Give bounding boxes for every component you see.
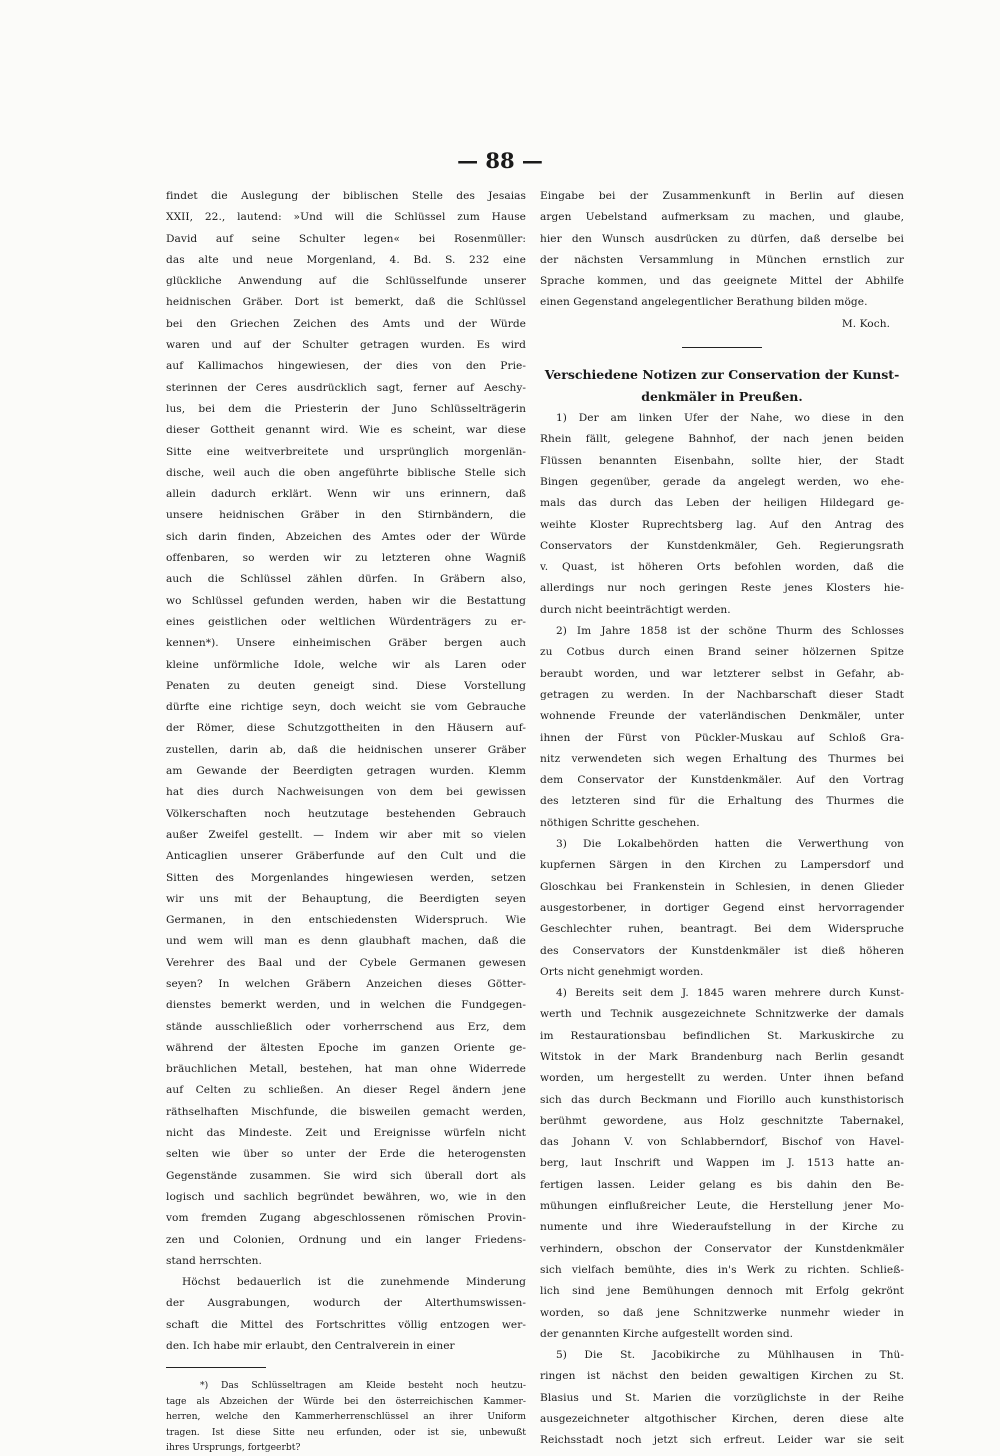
page-number: — 88 — (457, 148, 543, 173)
body-line: das Johann V. von Schlabberndorf, Bischof von Havel- (540, 1136, 904, 1149)
footnote-line: tragen. Ist diese Sitte neu erfunden, oder ist sie, unbewußt (166, 1426, 526, 1438)
body-line: Blasius und St. Marien die vorzüglichste in der Reihe (540, 1391, 904, 1404)
body-line: getragen zu werden. In der Nachbarschaft dieser Stadt (540, 688, 904, 701)
body-line: sich darin finden, Abzeichen des Amtes oder der Würde (166, 530, 526, 543)
body-line: außer Zweifel gestellt. — Indem wir aber mit so vielen (166, 828, 526, 841)
body-line: während der ältesten Epoche im ganzen Oriente ge- (166, 1041, 526, 1054)
body-line: 4) Bereits seit dem J. 1845 waren mehrere durch Kunst- (556, 987, 904, 1000)
right-column (540, 186, 904, 1452)
body-line: hat dies durch Nachweisungen von dem bei gewissen (166, 786, 526, 799)
body-line: numente und ihre Wiederaufstellung in der Kirche zu (540, 1221, 904, 1234)
body-line: das alte und neue Morgenland, 4. Bd. S. 232 eine (166, 253, 526, 266)
body-line: Germanen, in den entschiedensten Widerspruch. Wie (166, 914, 526, 927)
body-line: ausgestorbener, in dortiger Gegend einst hervorragender (540, 901, 904, 914)
body-line: v. Quast, ist höheren Orts befohlen worden, daß die (540, 561, 904, 574)
body-line: beraubt worden, und war letzterer selbst in Gefahr, ab- (540, 667, 904, 680)
body-line: nitz verwendeten sich wegen Erhaltung des Thurmes bei (540, 752, 904, 765)
body-line: 2) Im Jahre 1858 ist der schöne Thurm des Schlosses (556, 625, 904, 638)
body-line: eines geistlichen oder weltlichen Würdenträgers zu er- (166, 615, 526, 628)
body-line: bei den Griechen Zeichen des Amts und der Würde (166, 317, 526, 330)
body-line: dem Conservator der Kunstdenkmäler. Auf den Vortrag (540, 774, 904, 787)
body-line: worden, um hergestellt zu werden. Unter ihnen befand (540, 1072, 904, 1085)
body-line: der Römer, diese Schutzgottheiten in den Häusern auf- (166, 722, 526, 735)
body-line: den. Ich habe mir erlaubt, den Centralverein in einer (166, 1340, 455, 1353)
body-line: Geschlechter ruhen, beantragt. Bei dem Widerspruche (540, 923, 904, 936)
body-line: Reichsstadt noch jetzt sich erfreut. Leider war sie seit (540, 1434, 904, 1447)
body-line: XXII, 22., lautend: »Und will die Schlüssel zum Hause (166, 211, 526, 224)
body-line: dienstes bemerkt werden, und in welchen die Fundgegen- (166, 999, 526, 1012)
body-line: Anticaglien unserer Gräberfunde auf den Cult und die (166, 850, 526, 863)
body-line: durch nicht beeinträchtigt werden. (540, 603, 731, 616)
body-line: am Gewande der Beerdigten getragen wurden. Klemm (166, 765, 526, 778)
body-line: dürfte eine richtige seyn, doch weicht sie vom Gebrauche (166, 701, 526, 714)
body-line: im Restaurationsbau befindlichen St. Markuskirche zu (540, 1029, 904, 1042)
footnote-line: tage als Abzeichen der Würde bei den österreichischen Kammer- (166, 1395, 526, 1407)
body-line: schaft die Mittel des Fortschrittes völlig entzogen wer- (166, 1318, 526, 1331)
body-line: der Ausgrabungen, wodurch der Alterthumswissen- (166, 1297, 526, 1310)
body-line: argen Uebelstand aufmerksam zu machen, und glaube, (540, 211, 904, 224)
footnote-line: herren, welche den Kammerherrenschlüssel an ihrer Uniform (166, 1411, 526, 1423)
body-line: 5) Die St. Jacobikirche zu Mühlhausen in Thü- (556, 1349, 904, 1362)
body-line: zu Cotbus durch einen Brand seiner hölzernen Spitze (540, 646, 904, 659)
body-line: allerdings nur noch geringen Reste jenes Klosters hie- (540, 582, 904, 595)
body-line: Penaten zu deuten geneigt sind. Diese Vorstellung (166, 679, 526, 692)
body-line: stand herrschten. (166, 1254, 262, 1267)
body-line: heidnischen Gräber. Dort ist bemerkt, daß die Schlüssel (166, 296, 526, 309)
section-heading: Verschiedene Notizen zur Conservation der Kunst- (544, 367, 900, 383)
body-line: seyen? In welchen Gräbern Anzeichen dieses Götter- (166, 977, 526, 990)
body-line: auf Celten zu schließen. An dieser Regel ändern jene (166, 1084, 526, 1097)
body-line: Flüssen benannten Eisenbahn, sollte hier, der Stadt (540, 454, 904, 467)
body-line: ausgezeichneter altgothischer Kirchen, deren diese alte (540, 1413, 904, 1426)
footnote-line: ihres Ursprungs, fortgeerbt? (166, 1442, 301, 1454)
body-line: wir uns mit der Behauptung, die Beerdigten seyen (166, 892, 526, 905)
body-line: fertigen lassen. Leider gelang es bis dahin den Be- (540, 1178, 904, 1191)
body-line: dische, weil auch die oben angeführte biblische Stelle sich (166, 466, 526, 479)
body-line: Sprache kommen, und das geeignete Mittel der Abhilfe (540, 275, 904, 288)
body-line: kupfernen Särgen in den Kirchen zu Lampersdorf und (540, 859, 904, 872)
body-line: Orts nicht genehmigt worden. (540, 965, 704, 978)
section-heading: denkmäler in Preußen. (641, 389, 803, 405)
body-line: sterinnen der Ceres ausdrücklich sagt, ferner auf Aeschy- (166, 381, 526, 394)
body-line: wohnende Freunde der vaterländischen Denkmäler, unter (540, 710, 904, 723)
body-line: Rhein fällt, gelegene Bahnhof, der nach jenen beiden (540, 433, 904, 446)
body-line: Bingen gegenüber, gerade da angelegt werden, wo ehe- (540, 475, 904, 488)
body-line: hier den Wunsch ausdrücken zu dürfen, daß derselbe bei (540, 232, 904, 245)
body-line: lich sind jene Bemühungen dennoch mit Erfolg gekrönt (540, 1285, 904, 1298)
body-line: zustellen, darin ab, daß die heidnischen unserer Gräber (166, 743, 526, 756)
body-line: Conservators der Kunstdenkmäler, Geh. Regierungsrath (540, 539, 904, 552)
body-line: waren und auf der Schulter getragen wurden. Es wird (166, 339, 526, 352)
section-divider (682, 347, 762, 348)
body-line: werth und Technik ausgezeichnete Schnitzwerke der damals (540, 1008, 904, 1021)
body-line: unsere heidnischen Gräber in den Stirnbändern, die (166, 509, 526, 522)
body-line: Eingabe bei der Zusammenkunft in Berlin auf diesen (540, 190, 904, 202)
footnote-divider (166, 1367, 266, 1368)
body-line: selten wie über so unter der Erde die heterogensten (166, 1148, 526, 1161)
body-line: der genannten Kirche aufgestellt worden sind. (540, 1327, 794, 1340)
body-line: Höchst bedauerlich ist die zunehmende Minderung (182, 1276, 526, 1289)
body-line: 1) Der am linken Ufer der Nahe, wo diese in den (556, 412, 904, 425)
body-line: mühungen einflußreicher Leute, die Herstellung jener Mo- (540, 1200, 904, 1213)
body-line: Sitte eine weitverbreitete und ursprünglich morgenlän- (166, 445, 526, 458)
body-line: worden, so daß jene Schnitzwerke nunmehr wieder in (540, 1306, 904, 1319)
body-line: berühmt gewordene, aus Holz geschnitzte Tabernakel, (540, 1114, 904, 1127)
body-line: stände ausschließlich oder vorherrschend aus Erz, dem (166, 1020, 526, 1033)
body-line: nicht das Mindeste. Zeit und Ereignisse würfeln nicht (166, 1127, 526, 1140)
body-line: Sitten des Morgenlandes hingewiesen werden, setzen (166, 871, 526, 884)
body-line: nöthigen Schritte geschehen. (540, 816, 700, 829)
left-column (166, 186, 526, 1456)
body-line: mals das durch das Leben der heiligen Hildegard ge- (540, 497, 904, 510)
body-line: einen Gegenstand angelegentlicher Berathung bilden möge. (540, 296, 868, 309)
footnote-line: *) Das Schlüsseltragen am Kleide besteht noch heutzu- (200, 1380, 526, 1392)
body-line: bräuchlichen Metall, bestehen, hat man ohne Widerrede (166, 1063, 526, 1076)
body-line: der nächsten Versammlung in München ernstlich zur (540, 253, 904, 266)
body-line: David auf seine Schulter legen« bei Rosenmüller: (166, 232, 526, 245)
body-line: vom fremden Zugang abgeschlossenen römischen Provin- (166, 1212, 526, 1225)
body-line: verhindern, obschon der Conservator der Kunstdenkmäler (540, 1242, 904, 1255)
body-line: ihnen der Fürst von Pückler-Muskau auf Schloß Gra- (540, 731, 904, 744)
body-line: Gloschkau bei Frankenstein in Schlesien, in denen Glieder (540, 880, 904, 893)
body-line: zen und Colonien, Ordnung und ein langer Friedens- (166, 1233, 526, 1246)
body-line: findet die Auslegung der biblischen Stelle des Jesaias (166, 190, 526, 202)
body-line: logisch und sachlich begründet bewähren, wo, wie in den (166, 1190, 526, 1203)
body-line: und wem will man es denn glaubhaft machen, daß die (166, 935, 526, 948)
body-line: sich das durch Beckmann und Fiorillo auch kunsthistorisch (540, 1093, 904, 1106)
body-line: wo Schlüssel gefunden werden, haben wir die Bestattung (166, 594, 526, 607)
body-line: des Conservators der Kunstdenkmäler ist dieß höheren (540, 944, 904, 957)
body-line: 3) Die Lokalbehörden hatten die Verwerthung von (556, 838, 904, 851)
body-line: Gegenstände zusammen. Sie wird sich überall dort als (166, 1169, 526, 1182)
body-line: kleine unförmliche Idole, welche wir als Laren oder (166, 658, 526, 671)
body-line: auch die Schlüssel zählen dürfen. In Gräbern also, (166, 573, 526, 586)
body-line: ringen ist nächst den beiden gewaltigen Kirchen zu St. (540, 1370, 904, 1383)
author-signature: M. Koch. (841, 317, 890, 330)
body-line: berg, laut Inschrift und Wappen im J. 1513 hatte an- (540, 1157, 904, 1170)
body-line: glückliche Anwendung auf die Schlüsselfunde unserer (166, 275, 526, 288)
body-line: dieser Gottheit genannt wird. Wie es scheint, war diese (166, 424, 526, 437)
body-line: lus, bei dem die Priesterin der Juno Schlüsselträgerin (166, 402, 526, 415)
body-line: offenbaren, so werden wir zu letzteren ohne Wagniß (166, 552, 526, 565)
body-line: kennen*). Unsere einheimischen Gräber bergen auch (166, 637, 526, 650)
body-line: sich vielfach bemühte, dies in's Werk zu richten. Schließ- (540, 1263, 904, 1276)
body-line: des letzteren sind für die Erhaltung des Thurmes die (540, 795, 904, 808)
body-line: Verehrer des Baal und der Cybele Germanen gewesen (166, 956, 526, 969)
body-line: weihte Kloster Ruprechtsberg lag. Auf den Antrag des (540, 518, 904, 531)
body-line: Witstok in der Mark Brandenburg nach Berlin gesandt (540, 1050, 904, 1063)
body-line: allein dadurch erklärt. Wenn wir uns erinnern, daß (166, 488, 526, 501)
body-line: Völkerschaften noch heutzutage bestehenden Gebrauch (166, 807, 526, 820)
body-line: räthselhaften Mischfunde, die bisweilen gemacht werden, (166, 1105, 526, 1118)
body-line: auf Kallimachos hingewiesen, der dies von den Prie- (166, 360, 526, 373)
